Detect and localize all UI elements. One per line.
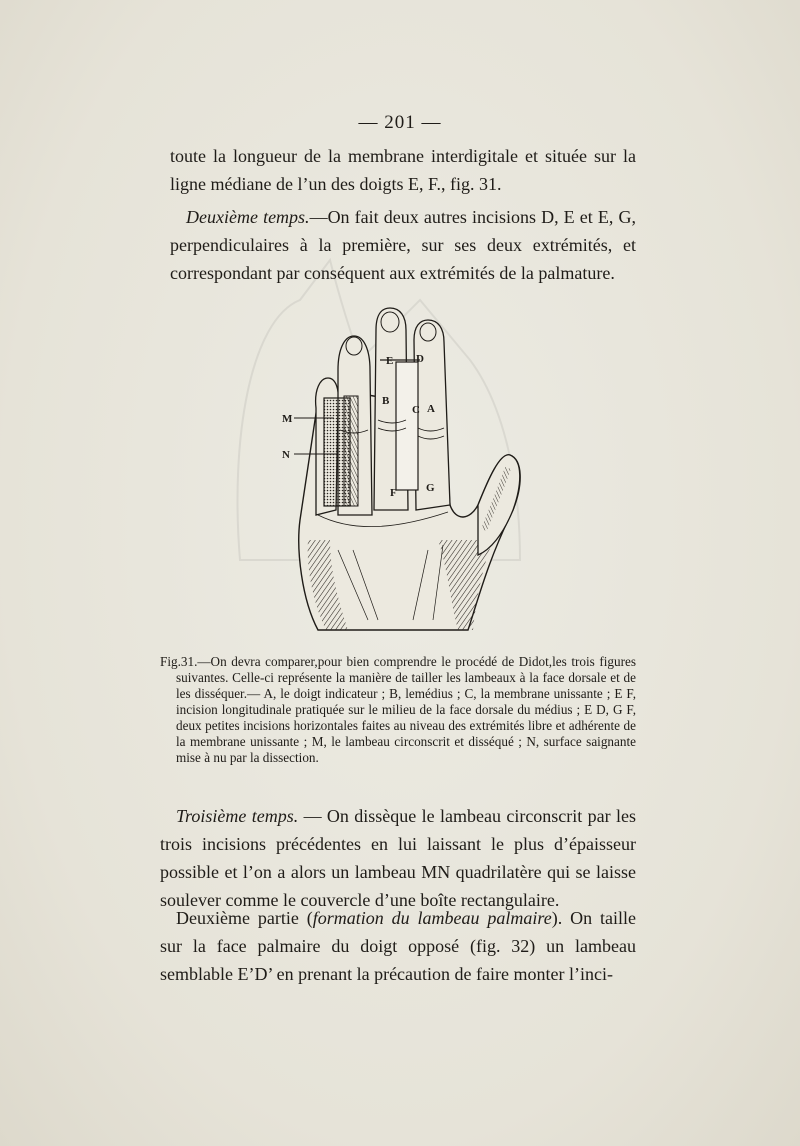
- fig-label-f: F: [390, 487, 397, 499]
- paragraph-3-lead: Troisième temps.: [176, 806, 299, 826]
- paragraph-3: [160, 802, 636, 914]
- fig-label-n: N: [282, 449, 290, 461]
- figure-caption-text: Fig.31.—On devra comparer,pour bien comprendre le procédé de Didot,les trois figures suivantes. Celle-ci représente la manière de tailler les lambeaux à la face dorsale et de les disséquer.— A, le doigt indicateur ; B, lemédius ; C, la membrane unissante ; E F, incision longitudinale pratiquée sur le milieu de la face dorsale du médius ; E D, G F, deux petites incisions horizontales faites au niveau des extrémités libre et adhérente de la membrane unissante ; M, le lambeau circonscrit et disséqué ; N, surface saignante mise à nu par la dissection.: [160, 654, 636, 765]
- paragraph-4-text: ). On taille sur la face palmaire du doigt opposé (fig. 32) un lambeau semblable E’D’ en prenant la précaution de faire monter l’inci-: [160, 908, 637, 984]
- paragraph-3-text: — On dissèque le lambeau circonscrit par les trois incisions précédentes en lui laissant le plus d’épaisseur possible et l’on a alors un lambeau MN quadrilatère qui se laisse soulever comme le couvercle d’une boîte rectangulaire.: [160, 806, 636, 910]
- fig-label-b: B: [382, 395, 390, 407]
- figure-31-hand-illustration: [278, 300, 530, 638]
- paragraph-2-text: —On fait deux autres incisions D, E et E, G, perpendiculaires à la première, sur ses deux extrémités, et correspondant par conséquent aux extrémités de la palmature.: [170, 207, 636, 283]
- paragraph-2-lead: Deuxième temps.: [186, 207, 310, 227]
- paragraph-4-italic: formation du lambeau palmaire: [312, 908, 552, 928]
- fig-label-g: G: [426, 482, 435, 494]
- fig-label-m: M: [282, 413, 293, 425]
- hand-engraving: [278, 300, 530, 638]
- figure-caption: [160, 654, 636, 766]
- fig-label-e: E: [386, 355, 394, 367]
- paragraph-1: toute la longueur de la membrane interdigitale et située sur la ligne médiane de l’un des doigts E, F., fig. 31.: [170, 146, 636, 194]
- fig-label-d: D: [416, 353, 424, 365]
- page-number: — 201 —: [358, 112, 442, 133]
- fig-label-a: A: [427, 403, 435, 415]
- paragraph-2: [170, 203, 636, 287]
- fig-label-c: C: [412, 404, 420, 416]
- paragraph-4: [160, 904, 636, 988]
- paragraph-4-start: Deuxième partie (: [176, 908, 313, 928]
